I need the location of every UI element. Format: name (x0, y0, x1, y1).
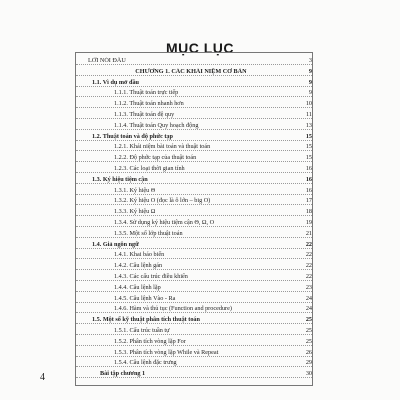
toc-entry (76, 55, 312, 65)
toc-entry-label: 1.2.1. Khái niệm bài toán và thuật toán (114, 143, 211, 151)
toc-entry-page: 24 (305, 294, 312, 302)
toc-entry-label: 1.3.5. Một số lớp thuật toán (114, 229, 183, 237)
page-number: 4 (40, 372, 45, 383)
toc-entry-page: 9 (308, 67, 312, 75)
toc-entry-label: LỜI NÓI ĐẦU (88, 57, 126, 64)
toc-entry-page: 13 (305, 121, 312, 129)
toc-entry-label: 1.2.3. Các loại thời gian tính (114, 165, 185, 172)
toc-entry (76, 260, 312, 270)
toc-entry (76, 228, 312, 238)
toc-entry-label: 1.1.1. Thuật toán trực tiếp (114, 89, 179, 97)
toc-entry-label: 1.5.4. Câu lệnh đặc trưng (114, 359, 177, 367)
toc-entry-label: Bài tập chương 1 (100, 370, 146, 378)
toc-entry (76, 325, 312, 335)
toc-entry-label: 1.1.3. Thuật toán đệ quy (114, 111, 175, 118)
toc-entry (76, 185, 312, 195)
toc-entry-label: 1.4.6. Hàm và thủ tục (Function and procedure) (114, 305, 232, 313)
toc-entry-label: 1.4.4. Câu lệnh lặp (114, 283, 161, 291)
table-of-contents (75, 52, 313, 386)
toc-entry-page: 10 (305, 100, 312, 108)
toc-entry (76, 239, 312, 249)
toc-entry (76, 336, 312, 346)
toc-entry-page: 25 (305, 337, 312, 345)
toc-entry-page: 15 (305, 132, 312, 140)
toc-entry-page: 29 (305, 359, 312, 367)
toc-entry (76, 249, 312, 259)
toc-entry-page: 15 (305, 154, 312, 162)
toc-entry (76, 152, 312, 162)
toc-entry-page: 17 (305, 197, 312, 205)
toc-entry (76, 206, 312, 216)
toc-entry (76, 87, 312, 97)
page-title: MỤC LỤC (165, 40, 235, 56)
toc-entry-label: 1.2. Thuật toán và độ phức tạp (92, 132, 173, 140)
toc-entry-page: 24 (305, 305, 312, 313)
toc-entry-page: 11 (306, 111, 312, 118)
toc-entry-label: 1.4.3. Các cấu trúc điều khiển (114, 273, 188, 280)
toc-entry-label: 1.4.1. Khai báo biến (114, 251, 165, 259)
toc-entry-label: 1.3.3. Ký hiệu Ω (114, 208, 156, 216)
toc-entry-page: 16 (305, 186, 312, 194)
toc-entry-label: 1.3.2. Ký hiệu O (đọc là ô lớn – big O) (114, 197, 211, 205)
toc-entry-label: 1.4. Giả ngôn ngữ (92, 240, 139, 248)
toc-entry (76, 282, 312, 292)
toc-entry-label: 1.2.2. Độ phức tạp của thuật toán (114, 154, 197, 162)
toc-entry (76, 131, 312, 141)
toc-entry-page: 22 (305, 240, 312, 248)
toc-entry (76, 293, 312, 303)
toc-entry-label: 1.3.1. Ký hiệu Θ (114, 186, 156, 194)
toc-entry-page: 25 (305, 316, 312, 324)
toc-entry (76, 303, 312, 313)
toc-entry-page: 25 (305, 327, 312, 334)
toc-entry-label: 1.5.1. Cấu trúc tuần tự (114, 327, 170, 334)
toc-entry-page: 16 (305, 175, 312, 183)
toc-entry-label: 1.1. Vì dụ mở đầu (92, 78, 139, 86)
toc-entry-page: 16 (305, 165, 312, 172)
toc-entry-label: 1.5.3. Phân tích vòng lặp While và Repeat (114, 348, 219, 356)
toc-entry-page: 22 (305, 251, 312, 259)
toc-entry-label: 1.5.2. Phân tích vòng lặp For (114, 337, 186, 345)
toc-entry (76, 195, 312, 205)
toc-entry (76, 120, 312, 130)
toc-entry (76, 357, 312, 367)
toc-entry (76, 109, 312, 119)
toc-entry (76, 77, 312, 87)
toc-entry (76, 314, 312, 324)
toc-entry-page: 23 (305, 283, 312, 291)
toc-entry-page: 9 (308, 78, 312, 86)
toc-entry-page: 3 (308, 57, 312, 64)
toc-entry (76, 66, 312, 76)
toc-entry (76, 347, 312, 357)
toc-entry-page: 22 (305, 273, 312, 280)
toc-entry-label: CHƯƠNG 1. CÁC KHÁI NIỆM CƠ BẢN (135, 67, 247, 75)
bleed-through-text (232, 6, 362, 38)
toc-entry-label: 1.3.4. Sử dụng ký hiệu tiệm cận Θ, Ω, O (114, 219, 215, 226)
toc-entry-page: 22 (305, 262, 312, 270)
toc-entry (76, 368, 312, 378)
toc-entry-page: 19 (305, 219, 312, 226)
toc-entry-page: 26 (305, 348, 312, 356)
toc-entry (76, 174, 312, 184)
toc-entry-label: 1.3. Ký hiệu tiệm cận (92, 175, 148, 183)
toc-entry (76, 271, 312, 281)
toc-entry-page: 30 (305, 370, 312, 378)
toc-entry-page: 18 (305, 208, 312, 216)
toc-entry-label: 1.1.4. Thuật toán Quy hoạch động (114, 121, 199, 129)
toc-entry-label: 1.4.2. Câu lệnh gán (114, 262, 163, 270)
toc-entry-label: 1.4.5. Câu lệnh Vào - Ra (114, 294, 176, 302)
toc-entry (76, 98, 312, 108)
toc-entry (76, 163, 312, 173)
toc-entry-label: 1.1.2. Thuật toán nhanh hơn (114, 100, 184, 108)
toc-entry (76, 141, 312, 151)
toc-entry (76, 217, 312, 227)
toc-entry-page: 21 (305, 229, 312, 237)
toc-entry-label: 1.5. Một số kỹ thuật phân tích thuật toán (92, 316, 200, 324)
toc-entry-page: 9 (308, 89, 312, 97)
toc-entry-page: 15 (305, 143, 312, 151)
